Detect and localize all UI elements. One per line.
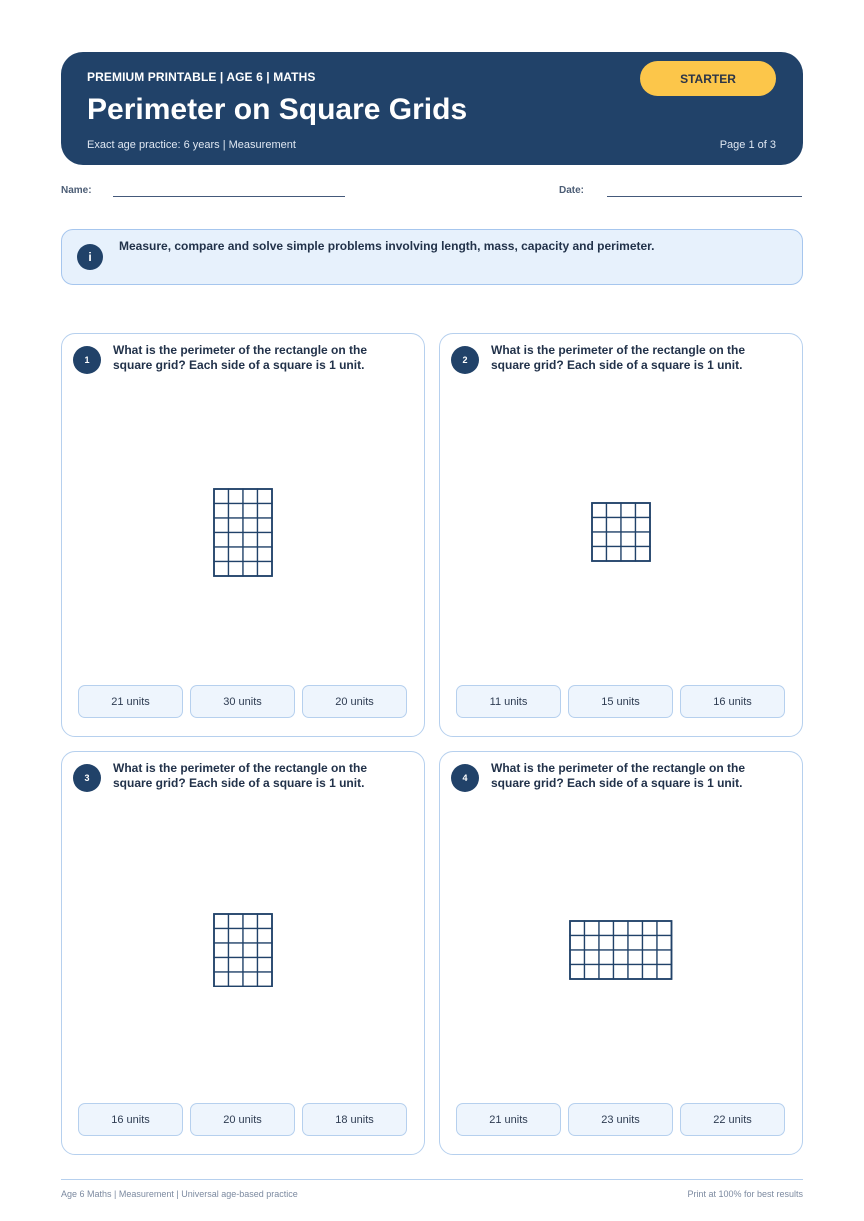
grid-square [229, 518, 244, 533]
grid-square [585, 965, 600, 980]
grid-square [592, 532, 607, 547]
grid-square [214, 547, 229, 562]
grid-square [243, 929, 258, 944]
name-field[interactable] [113, 196, 345, 197]
grid-square [229, 562, 244, 577]
question-text: What is the perimeter of the rectangle on the square grid? Each side of a square is 1 unit. [491, 343, 746, 372]
grid-square [599, 921, 614, 936]
grid-square [258, 972, 273, 987]
grid-square [214, 489, 229, 504]
grid-square [258, 533, 273, 548]
grid-square [628, 965, 643, 980]
grid-square [621, 518, 636, 533]
grid-square [229, 943, 244, 958]
grid-square [214, 943, 229, 958]
grid-square [585, 936, 600, 951]
grid-square [585, 950, 600, 965]
grid-square [607, 518, 622, 533]
grid-square [657, 965, 672, 980]
grid-square [592, 503, 607, 518]
question-number: 3 [73, 764, 101, 792]
question-number: 1 [73, 346, 101, 374]
grid-square [614, 936, 629, 951]
answer-option[interactable]: 20 units [302, 685, 407, 718]
grid-square [243, 533, 258, 548]
grid-square [258, 929, 273, 944]
grid-square [229, 914, 244, 929]
grid-square [643, 950, 658, 965]
square-grid-rectangle [213, 488, 273, 577]
grid-square [636, 503, 651, 518]
grid-square [607, 547, 622, 562]
grid-square [592, 518, 607, 533]
grid-square [570, 936, 585, 951]
answer-option[interactable]: 21 units [456, 1103, 561, 1136]
grid-square [229, 504, 244, 519]
grid-square [229, 533, 244, 548]
level-badge: STARTER [640, 61, 776, 96]
question-card-1 [61, 333, 425, 737]
grid-square [621, 547, 636, 562]
grid-square [214, 929, 229, 944]
grid-square [258, 914, 273, 929]
worksheet-header [61, 52, 803, 165]
grid-square [258, 547, 273, 562]
question-text: What is the perimeter of the rectangle on the square grid? Each side of a square is 1 unit. [113, 761, 368, 790]
grid-square [614, 965, 629, 980]
grid-square [607, 503, 622, 518]
header-subline: Exact age practice: 6 years | Measurement [87, 139, 296, 151]
name-label: Name: [61, 185, 92, 196]
square-grid-rectangle [569, 920, 673, 980]
footer-divider [61, 1179, 803, 1180]
grid-square [599, 936, 614, 951]
grid-square [243, 972, 258, 987]
question-card-2 [439, 333, 803, 737]
footer-left-text: Age 6 Maths | Measurement | Universal age-based practice [61, 1189, 298, 1199]
grid-square [243, 547, 258, 562]
square-grid-rectangle [591, 502, 651, 562]
grid-square [657, 921, 672, 936]
grid-square [243, 914, 258, 929]
grid-square [628, 936, 643, 951]
grid-square [243, 958, 258, 973]
question-text: What is the perimeter of the rectangle on the square grid? Each side of a square is 1 unit. [113, 343, 368, 372]
date-label: Date: [559, 185, 585, 196]
answer-option[interactable]: 21 units [78, 685, 183, 718]
grid-square [643, 921, 658, 936]
grid-square [243, 943, 258, 958]
grid-square [229, 547, 244, 562]
answer-option[interactable]: 30 units [190, 685, 295, 718]
grid-square [214, 562, 229, 577]
grid-square [570, 965, 585, 980]
grid-square [214, 914, 229, 929]
grid-square [258, 518, 273, 533]
grid-square [229, 972, 244, 987]
grid-square [585, 921, 600, 936]
grid-square [643, 936, 658, 951]
grid-square [258, 943, 273, 958]
question-card-3 [61, 751, 425, 1155]
grid-square [214, 958, 229, 973]
grid-square [243, 518, 258, 533]
grid-square [643, 965, 658, 980]
header-kicker: PREMIUM PRINTABLE | AGE 6 | MATHS [87, 70, 316, 84]
page-number: Page 1 of 3 [719, 139, 776, 151]
grid-square [258, 562, 273, 577]
grid-square [657, 950, 672, 965]
question-number: 2 [451, 346, 479, 374]
question-card-4 [439, 751, 803, 1155]
grid-square [636, 547, 651, 562]
answer-option[interactable]: 23 units [568, 1103, 673, 1136]
grid-square [229, 489, 244, 504]
answer-option[interactable]: 22 units [680, 1103, 785, 1136]
grid-square [614, 921, 629, 936]
grid-square [214, 504, 229, 519]
grid-square [636, 518, 651, 533]
grid-square [614, 950, 629, 965]
grid-square [229, 929, 244, 944]
grid-square [243, 562, 258, 577]
grid-square [214, 533, 229, 548]
grid-square [628, 921, 643, 936]
info-text: Measure, compare and solve simple problems involving length, mass, capacity and perimeter. [119, 239, 655, 253]
answer-option[interactable]: 18 units [302, 1103, 407, 1136]
grid-square [621, 503, 636, 518]
grid-square [636, 532, 651, 547]
grid-square [628, 950, 643, 965]
date-field[interactable] [607, 196, 802, 197]
grid-square [243, 504, 258, 519]
grid-square [258, 958, 273, 973]
grid-square [607, 532, 622, 547]
question-number: 4 [451, 764, 479, 792]
answer-option[interactable]: 11 units [456, 685, 561, 718]
answer-option[interactable]: 15 units [568, 685, 673, 718]
grid-square [621, 532, 636, 547]
grid-square [657, 936, 672, 951]
grid-square [599, 950, 614, 965]
grid-square [599, 965, 614, 980]
answer-option[interactable]: 20 units [190, 1103, 295, 1136]
grid-square [592, 547, 607, 562]
grid-square [229, 958, 244, 973]
grid-square [243, 489, 258, 504]
info-icon: i [77, 244, 103, 270]
grid-square [214, 518, 229, 533]
grid-square [570, 950, 585, 965]
footer-right-text: Print at 100% for best results [687, 1189, 803, 1199]
grid-square [214, 972, 229, 987]
grid-square [570, 921, 585, 936]
grid-square [258, 489, 273, 504]
grid-square [258, 504, 273, 519]
answer-option[interactable]: 16 units [680, 685, 785, 718]
page-title: Perimeter on Square Grids [87, 93, 468, 126]
question-text: What is the perimeter of the rectangle on the square grid? Each side of a square is 1 unit. [491, 761, 746, 790]
info-box [61, 229, 803, 285]
square-grid-rectangle [213, 913, 273, 987]
answer-option[interactable]: 16 units [78, 1103, 183, 1136]
